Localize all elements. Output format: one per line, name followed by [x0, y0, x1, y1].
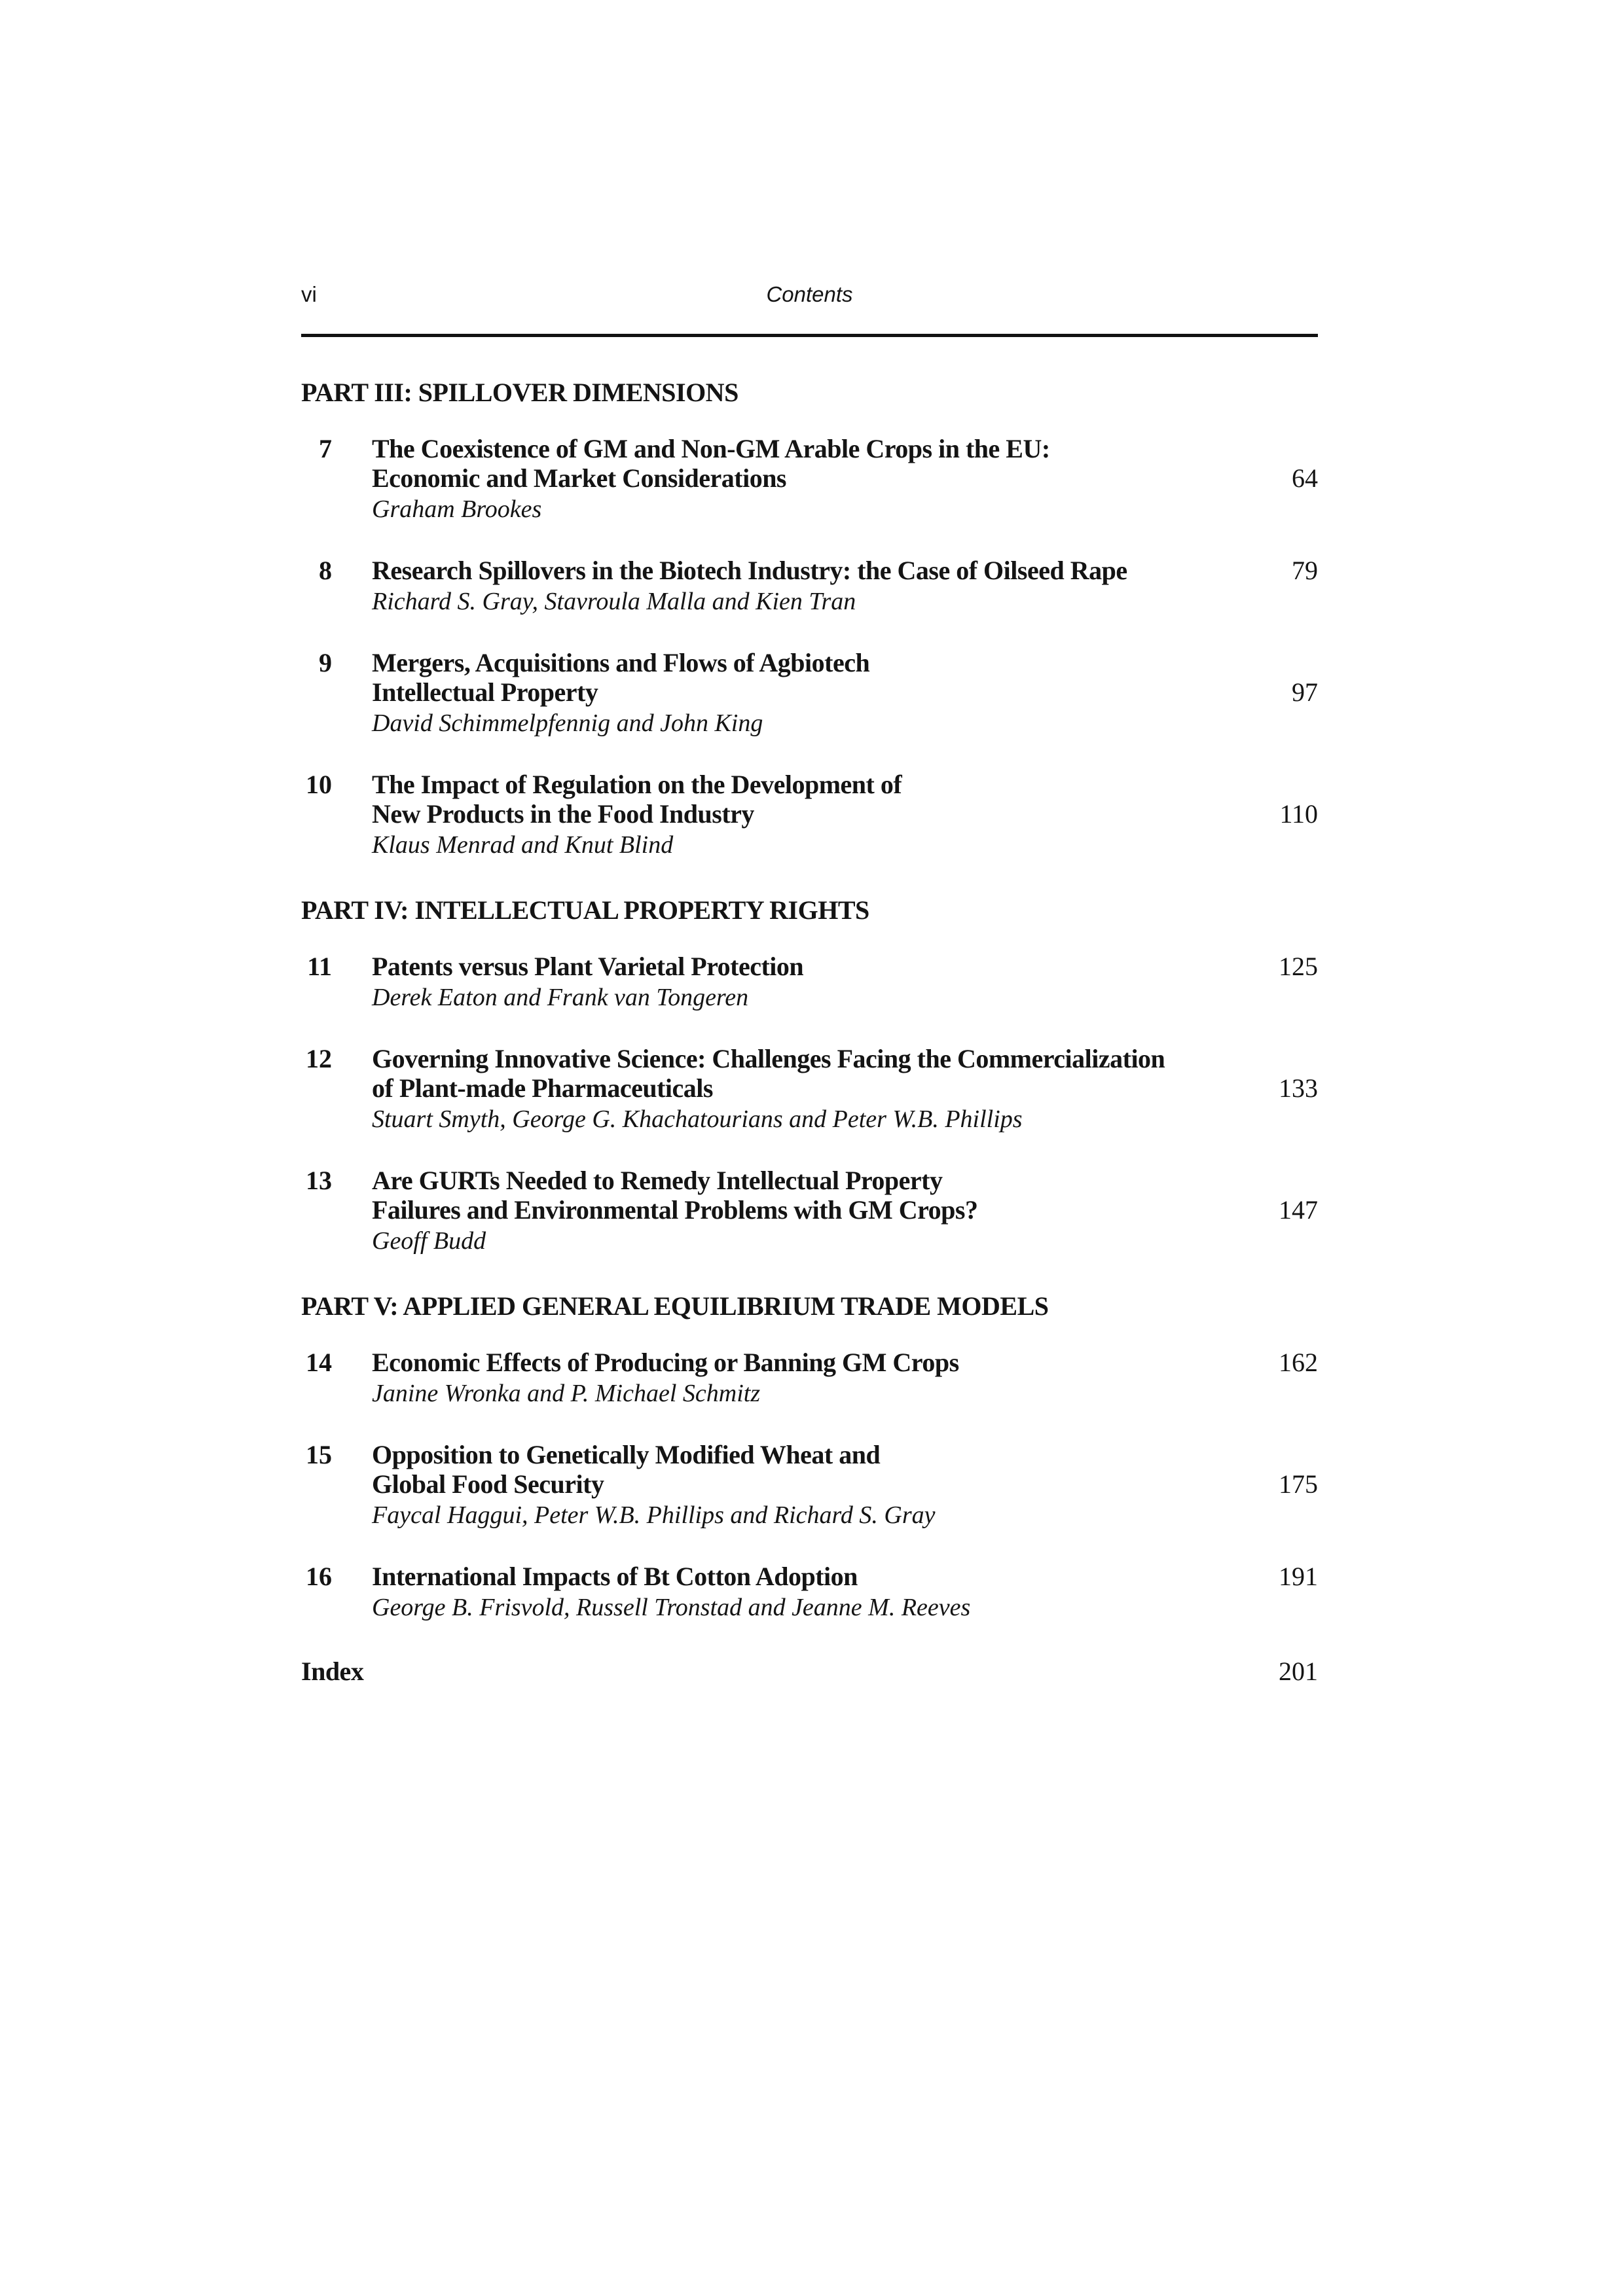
chapter-number: 11 — [307, 952, 332, 981]
chapter-title — [372, 648, 869, 707]
chapter-authors: Graham Brookes — [372, 495, 542, 523]
part-heading-iii: PART III: SPILLOVER DIMENSIONS — [301, 378, 739, 407]
chapter-body — [372, 1348, 1318, 1408]
header-rule — [301, 334, 1318, 337]
chapter-title — [372, 1440, 880, 1499]
chapter-title — [372, 1348, 959, 1377]
chapter-title-row — [372, 770, 1318, 829]
chapter-body — [372, 770, 1318, 860]
chapter-title-line: Governing Innovative Science: Challenges Facing the Commercialization — [372, 1044, 1165, 1073]
chapter-title-row — [372, 1440, 1318, 1499]
chapter-authors: Geoff Budd — [372, 1227, 486, 1255]
index-label: Index — [301, 1657, 364, 1686]
chapter-title-line: Research Spillovers in the Biotech Industry: the Case of Oilseed Rape — [372, 556, 1127, 585]
chapter-title-line: Economic and Market Considerations — [372, 463, 786, 493]
toc-entry-ch15 — [301, 1440, 1318, 1530]
chapter-number: 8 — [319, 556, 332, 585]
chapter-title-row — [372, 556, 1318, 585]
chapter-title — [372, 952, 803, 981]
chapter-number: 10 — [306, 770, 332, 799]
running-head — [301, 281, 1318, 310]
chapter-title-row — [372, 648, 1318, 707]
chapter-title-line: of Plant-made Pharmaceuticals — [372, 1073, 713, 1103]
chapter-page: 175 — [1279, 1469, 1318, 1499]
chapter-title — [372, 1166, 977, 1225]
chapter-number: 14 — [306, 1348, 332, 1377]
chapter-body — [372, 1440, 1318, 1530]
part-heading-v: PART V: APPLIED GENERAL EQUILIBRIUM TRADE MODELS — [301, 1291, 1049, 1321]
chapter-authors: David Schimmelpfennig and John King — [372, 709, 763, 737]
chapter-page: 110 — [1279, 799, 1318, 829]
chapter-title-line: The Impact of Regulation on the Development of — [372, 770, 902, 799]
chapter-body — [372, 648, 1318, 738]
chapter-authors: Richard S. Gray, Stavroula Malla and Kien Tran — [372, 588, 856, 615]
toc-entry-ch10 — [301, 770, 1318, 860]
chapter-title-line: The Coexistence of GM and Non-GM Arable Crops in the EU: — [372, 434, 1050, 463]
page-folio: vi — [301, 282, 317, 306]
chapter-title — [372, 770, 902, 829]
chapter-title — [372, 1044, 1165, 1103]
chapter-page: 191 — [1279, 1562, 1318, 1591]
toc-entry-ch16 — [301, 1562, 1318, 1623]
index-entry — [301, 1657, 1318, 1686]
chapter-page: 79 — [1292, 556, 1318, 585]
chapter-title — [372, 556, 1127, 585]
chapter-page: 97 — [1292, 677, 1318, 707]
toc-entry-ch14 — [301, 1348, 1318, 1408]
chapter-page: 125 — [1279, 952, 1318, 981]
running-head-title: Contents — [766, 282, 853, 306]
chapter-body — [372, 1044, 1318, 1134]
chapter-page: 133 — [1279, 1073, 1318, 1103]
chapter-title-line: International Impacts of Bt Cotton Adoption — [372, 1562, 858, 1591]
chapter-page: 147 — [1279, 1195, 1318, 1225]
chapter-title-line: Intellectual Property — [372, 677, 598, 707]
toc-entry-ch13 — [301, 1166, 1318, 1256]
chapter-authors: George B. Frisvold, Russell Tronstad and Jeanne M. Reeves — [372, 1594, 971, 1621]
chapter-number: 7 — [319, 434, 332, 463]
chapter-number: 16 — [306, 1562, 332, 1591]
chapter-title-line: New Products in the Food Industry — [372, 799, 754, 829]
chapter-title-row — [372, 1348, 1318, 1377]
chapter-body — [372, 1166, 1318, 1256]
chapter-number: 13 — [306, 1166, 332, 1195]
chapter-title-row — [372, 1562, 1318, 1591]
chapter-title-line: Failures and Environmental Problems with GM Crops? — [372, 1195, 978, 1225]
toc-entry-ch11 — [301, 952, 1318, 1013]
chapter-authors: Faycal Haggui, Peter W.B. Phillips and Richard S. Gray — [372, 1501, 936, 1529]
chapter-authors: Klaus Menrad and Knut Blind — [372, 831, 674, 859]
chapter-title-line: Are GURTs Needed to Remedy Intellectual Property — [372, 1166, 943, 1195]
chapter-title-line: Mergers, Acquisitions and Flows of Agbiotech — [372, 648, 870, 677]
chapter-body — [372, 1562, 1318, 1623]
chapter-title — [372, 1562, 858, 1591]
chapter-number: 12 — [306, 1044, 332, 1073]
toc-entry-ch9 — [301, 648, 1318, 738]
chapter-body — [372, 434, 1318, 524]
chapter-title-line: Economic Effects of Producing or Banning GM Crops — [372, 1348, 959, 1377]
toc-entry-ch8 — [301, 556, 1318, 617]
chapter-authors: Janine Wronka and P. Michael Schmitz — [372, 1380, 761, 1407]
chapter-number: 9 — [319, 648, 332, 677]
part-heading-iv: PART IV: INTELLECTUAL PROPERTY RIGHTS — [301, 895, 869, 925]
chapter-body — [372, 556, 1318, 617]
chapter-page: 162 — [1279, 1348, 1318, 1377]
chapter-title-line: Patents versus Plant Varietal Protection — [372, 952, 804, 981]
chapter-page: 64 — [1292, 463, 1318, 493]
chapter-body — [372, 952, 1318, 1013]
chapter-title-row — [372, 952, 1318, 981]
chapter-number: 15 — [306, 1440, 332, 1469]
toc-entry-ch12 — [301, 1044, 1318, 1134]
chapter-title-line: Global Food Security — [372, 1469, 604, 1499]
chapter-title-row — [372, 1044, 1318, 1103]
index-page: 201 — [1279, 1657, 1318, 1686]
chapter-title-row — [372, 434, 1318, 493]
chapter-title — [372, 434, 1050, 493]
chapter-title-line: Opposition to Genetically Modified Wheat and — [372, 1440, 881, 1469]
toc-entry-ch7 — [301, 434, 1318, 524]
chapter-authors: Stuart Smyth, George G. Khachatourians and Peter W.B. Phillips — [372, 1105, 1023, 1133]
chapter-authors: Derek Eaton and Frank van Tongeren — [372, 984, 749, 1011]
chapter-title-row — [372, 1166, 1318, 1225]
